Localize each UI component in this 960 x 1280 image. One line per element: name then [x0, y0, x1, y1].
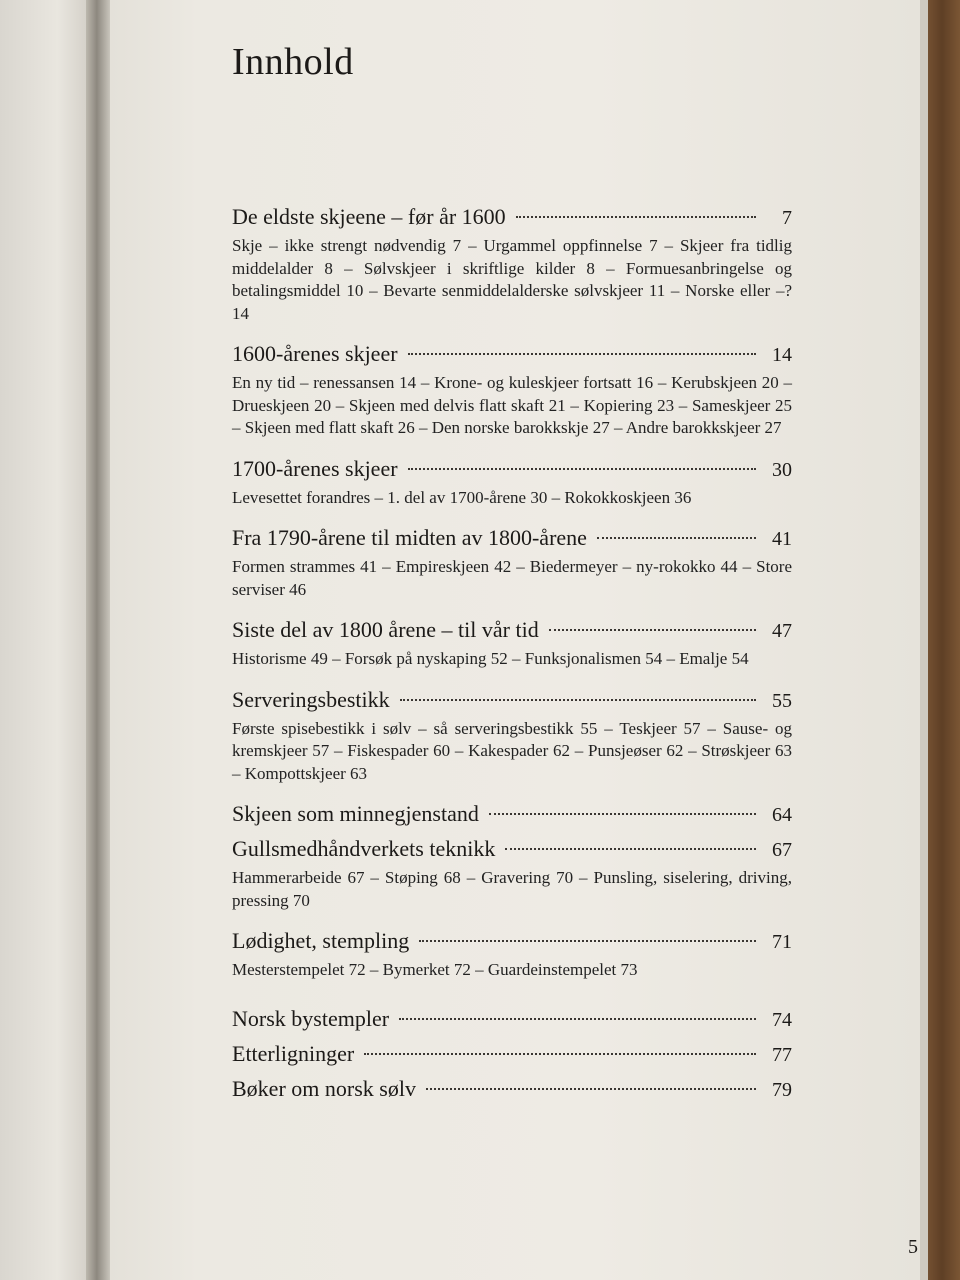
toc-heading: Innhold [232, 41, 354, 83]
toc-entry-page: 71 [772, 931, 792, 953]
toc-entry-row [232, 834, 792, 865]
toc-entry-page: 79 [772, 1078, 792, 1101]
toc-entry-title: Gullsmedhåndverkets teknikk [232, 836, 496, 861]
toc-entry [232, 523, 792, 601]
toc-entry-title: Siste del av 1800 årene – til vår tid [232, 617, 539, 642]
toc-entry-row [232, 615, 792, 646]
toc-entry-page: 7 [782, 207, 792, 229]
toc-entry [232, 834, 792, 912]
book-gutter [86, 0, 110, 1280]
dot-leader [426, 1088, 756, 1090]
dot-leader [408, 468, 756, 470]
toc-entry-row [232, 454, 792, 485]
toc-entry-page: 67 [772, 839, 792, 861]
toc-entry-title: Bøker om norsk sølv [232, 1075, 416, 1101]
toc-entry-title: Etterligninger [232, 1040, 355, 1066]
dot-leader [364, 1053, 756, 1055]
toc-entry-title: Skjeen som minnegjenstand [232, 801, 479, 826]
toc-entry-page: 14 [772, 344, 792, 366]
toc-entry-subtopics: Første spisebestikk i sølv – så serveringsbestikk 55 – Teskjeer 57 – Sause- og kremskjeer 57 – Fiskespader 60 – Kakespader 62 – Punsjeøser 62 – Strøskjeer 63 – Kompottskjeer 63 [232, 718, 792, 783]
toc-entry [232, 926, 792, 982]
dot-leader [419, 940, 756, 942]
toc-entry-row [232, 339, 792, 370]
toc-entry-row [232, 1074, 792, 1105]
dot-leader [516, 216, 756, 218]
toc-entry-row [232, 685, 792, 716]
toc-entry [232, 799, 792, 830]
toc-entry-subtopics: En ny tid – renessansen 14 – Krone- og kuleskjeer fortsatt 16 – Kerubskjeen 20 – Drueskjeen 20 – Skjeen med delvis flatt skaft 21 – Kopiering 23 – Sameskjeer 25 – Skjeen med flatt skaft 26 – Den norske barokkskje 27 – Andre barokkskjeer 27 [232, 373, 792, 437]
toc-entry-row [232, 202, 792, 233]
toc-entry [232, 615, 792, 671]
toc-entry-subtopics: Historisme 49 – Forsøk på nyskaping 52 – Funksjonalismen 54 – Emalje 54 [232, 649, 749, 668]
toc-entry-subtopics: Hammerarbeide 67 – Støping 68 – Gravering 70 – Punsling, siselering, driving, pressing 70 [232, 868, 792, 910]
toc-entry [232, 454, 792, 510]
toc-entry [232, 202, 792, 325]
dot-leader [400, 699, 756, 701]
toc-entry-page: 41 [772, 528, 792, 550]
toc-entry-row [232, 926, 792, 957]
toc-entry [232, 339, 792, 440]
toc-entry-title: Serveringsbestikk [232, 686, 390, 712]
left-page [0, 0, 96, 1280]
dot-leader [399, 1018, 756, 1020]
toc-entry-page: 30 [772, 458, 792, 481]
dot-leader [408, 353, 756, 355]
toc-entry-row [232, 799, 792, 830]
toc-entry-page: 55 [772, 689, 792, 712]
table-of-contents [232, 40, 792, 1109]
dot-leader [489, 813, 756, 815]
toc-entry-page: 47 [772, 620, 792, 642]
dot-leader [549, 629, 756, 631]
page-number: 5 [908, 1236, 918, 1258]
toc-entry [232, 1074, 792, 1105]
dot-leader [505, 848, 756, 850]
toc-entry-title: 1600-årenes skjeer [232, 341, 398, 366]
toc-entry-page: 74 [772, 1008, 792, 1031]
toc-entry-page: 64 [772, 804, 792, 826]
toc-entry-title: Norsk bystempler [232, 1005, 390, 1031]
dot-leader [597, 537, 756, 539]
toc-entry-row [232, 1039, 792, 1070]
toc-entry [232, 1039, 792, 1070]
toc-entry [232, 685, 792, 786]
toc-entry-title: 1700-årenes skjeer [232, 455, 398, 481]
toc-entry-subtopics: Skje – ikke strengt nødvendig 7 – Urgammel oppfinnelse 7 – Skjeer fra tidlig middelalder 8 – Sølvskjeer i skriftlige kilder 8 – Formuesanbringelse og betalingsmiddel 10 – Bevarte senmiddelalderske sølvskjeer 11 – Norske eller –? 14 [232, 236, 792, 323]
toc-entry-page: 77 [772, 1043, 792, 1066]
toc-entry-title: De eldste skjeene – før år 1600 [232, 204, 506, 229]
toc-entry-row [232, 1004, 792, 1035]
toc-entry [232, 1004, 792, 1035]
toc-entry-subtopics: Mesterstempelet 72 – Bymerket 72 – Guardeinstempelet 73 [232, 960, 638, 979]
toc-entry-subtopics: Levesettet forandres – 1. del av 1700-årene 30 – Rokokkoskjeen 36 [232, 487, 692, 507]
page-edge [920, 0, 928, 1280]
toc-entries [232, 202, 792, 1105]
toc-entry-row [232, 523, 792, 554]
toc-entry-subtopics: Formen strammes 41 – Empireskjeen 42 – Biedermeyer – ny-rokokko 44 – Store serviser 46 [232, 557, 792, 599]
toc-entry-title: Lødighet, stempling [232, 928, 410, 953]
toc-entry-title: Fra 1790-årene til midten av 1800-årene [232, 525, 587, 550]
